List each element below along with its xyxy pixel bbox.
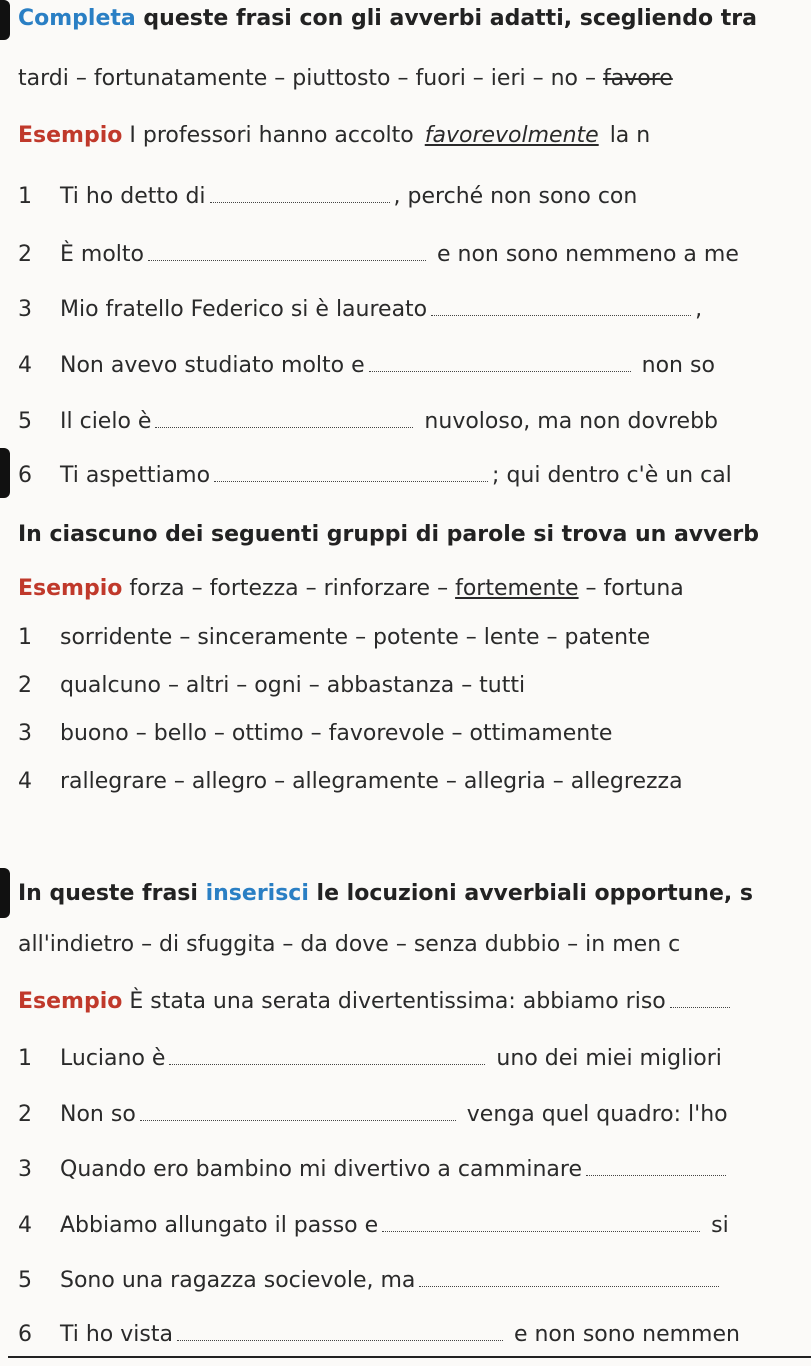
example-answer: favorevolmente [424,123,599,148]
answer-blank[interactable] [670,983,730,1008]
section1-example [18,121,811,151]
item-text-end: si [704,1213,729,1238]
item-number: 5 [18,1268,32,1293]
section3-item [18,1096,811,1130]
title-text: In queste frasi [18,881,206,906]
section1-title [18,4,811,34]
item-text: qualcuno – altri – ogni – abbastanza – tutti [60,673,526,698]
section3-item [18,1040,811,1074]
item-number: 4 [18,769,32,794]
section2-title: In ciascuno dei seguenti gruppi di parole si trova un avverb [18,522,759,547]
example-label: Esempio [18,123,123,148]
item-number: 1 [18,184,32,209]
answer-blank[interactable] [140,1096,456,1121]
example-answer: fortemente [455,576,579,601]
answer-blank[interactable] [419,1262,719,1287]
section-marker [0,448,10,498]
example-text-end: – fortuna [578,576,684,601]
item-text: Ti ho vista [60,1322,173,1347]
section2-item [18,719,811,749]
item-number: 4 [18,353,32,378]
section2-example [18,574,811,604]
answer-blank[interactable] [155,403,413,428]
answer-blank[interactable] [586,1151,726,1176]
section3-item [18,1316,811,1350]
answer-blank[interactable] [169,1040,485,1065]
item-text-end: uno dei miei migliori [489,1046,722,1071]
title-text: queste frasi con gli avverbi adatti, scegliendo tra [135,6,757,31]
item-text: Non avevo studiato molto e [60,353,365,378]
word-bank-text: tardi – fortunatamente – piuttosto – fuori – ieri – no – [18,66,603,91]
section1-item [18,347,811,381]
section1-item [18,291,811,325]
item-number: 4 [18,1213,32,1238]
example-text: I professori hanno accolto [122,123,421,148]
item-number: 1 [18,1046,32,1071]
item-number: 6 [18,463,32,488]
section1-item [18,403,811,437]
example-label: Esempio [18,576,123,601]
item-text-end: e non sono nemmeno a me [429,242,739,267]
item-text: Il cielo è [60,409,152,434]
item-text: Ti aspettiamo [60,463,211,488]
example-text: forza – fortezza – rinforzare – [122,576,456,601]
section3-word-bank: all'indietro – di sfuggita – da dove – senza dubbio – in men c [18,932,681,957]
answer-blank[interactable] [431,291,691,316]
item-number: 1 [18,625,32,650]
item-number: 6 [18,1322,32,1347]
answer-blank[interactable] [148,236,426,261]
item-text: rallegrare – allegro – allegramente – allegria – allegrezza [60,769,683,794]
example-label: Esempio [18,989,123,1014]
item-text-end: ; qui dentro c'è un cal [492,463,732,488]
section1-item [18,236,811,270]
item-text-end: , [695,297,703,322]
item-text-end: non so [634,353,715,378]
section3-item [18,1151,811,1185]
item-number: 2 [18,1102,32,1127]
answer-blank[interactable] [177,1316,503,1341]
answer-blank[interactable] [210,178,390,203]
section1-word-bank [18,64,811,94]
section3-item [18,1262,811,1296]
answer-blank[interactable] [382,1207,700,1232]
item-text: Mio fratello Federico si è laureato [60,297,428,322]
section2-item [18,671,811,701]
item-text-end: nuvoloso, ma non dovrebb [417,409,718,434]
title-text-end: le locuzioni avverbiali opportune, s [308,881,753,906]
item-number: 3 [18,1157,32,1182]
section2-item [18,767,811,797]
section-marker [0,868,10,918]
item-number: 5 [18,409,32,434]
title-highlight: Completa [18,6,136,31]
answer-blank[interactable] [214,457,488,482]
item-text: Sono una ragazza socievole, ma [60,1268,416,1293]
section3-title [18,879,811,909]
title-highlight: inserisci [205,881,309,906]
item-text-end: e non sono nemmen [506,1322,740,1347]
section1-item [18,178,811,212]
item-text: Ti ho detto di [60,184,206,209]
item-text: buono – bello – ottimo – favorevole – ottimamente [60,721,613,746]
section3-item [18,1207,811,1241]
item-number: 3 [18,297,32,322]
answer-blank[interactable] [369,347,631,372]
item-text: È molto [60,242,144,267]
section1-item [18,457,811,491]
word-bank-struck: favore [602,66,673,91]
section-marker [0,0,10,40]
item-number: 2 [18,242,32,267]
item-text: Non so [60,1102,136,1127]
item-text: Abbiamo allungato il passo e [60,1213,379,1238]
item-text-end: venga quel quadro: l'ho [459,1102,728,1127]
bottom-divider [8,1356,811,1358]
item-text: Luciano è [60,1046,166,1071]
item-number: 2 [18,673,32,698]
item-number: 3 [18,721,32,746]
section2-item [18,623,811,653]
item-text-end: , perché non sono con [393,184,638,209]
item-text: sorridente – sinceramente – potente – lente – patente [60,625,651,650]
example-text-end: la n [602,123,651,148]
item-text: Quando ero bambino mi divertivo a camminare [60,1157,582,1182]
section3-example [18,983,811,1017]
example-text: È stata una serata divertentissima: abbiamo riso [122,989,666,1014]
